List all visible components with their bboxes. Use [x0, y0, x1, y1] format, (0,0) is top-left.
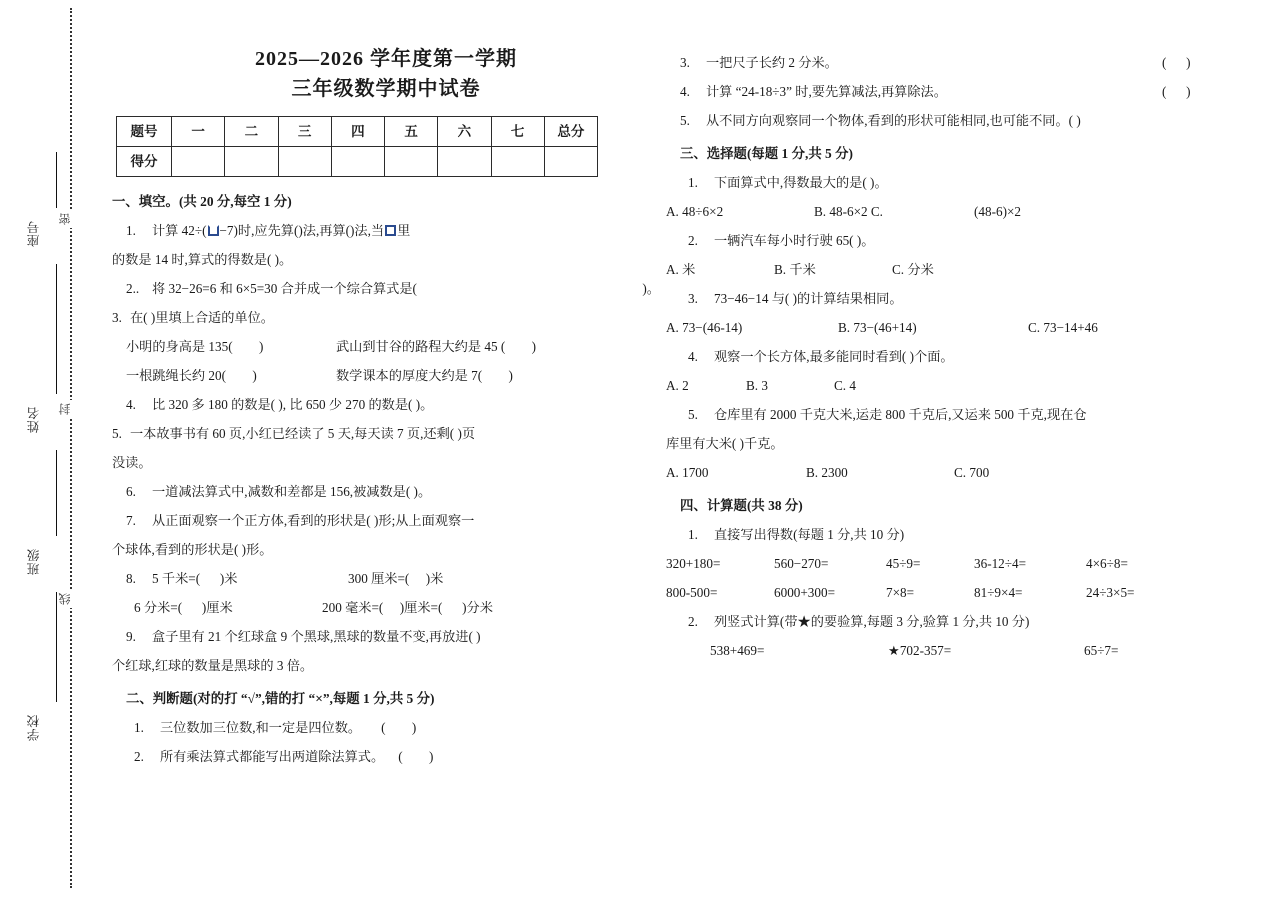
option-b[interactable]: B. 73−(46+14): [838, 320, 917, 335]
unit-conv-cm-m: 300 厘米=( )米: [348, 571, 444, 586]
unit-item-distance: 武山到甘谷的路程大约是 45 ( ): [336, 339, 537, 354]
question-5: [112, 419, 660, 448]
seal-char-xian: 线: [58, 590, 84, 608]
question-number: 4.: [680, 84, 690, 99]
question-text: 一辆汽车每小时行驶 65( )。: [714, 233, 875, 248]
option-a[interactable]: A. 1700: [666, 465, 709, 480]
score-cell[interactable]: [438, 147, 491, 177]
option-c[interactable]: C. 4: [834, 378, 856, 393]
calc-item[interactable]: 560−270=: [774, 556, 829, 571]
answer-blank[interactable]: ( ): [398, 749, 434, 764]
blue-box-icon: [208, 225, 219, 236]
option-a[interactable]: A. 2: [666, 378, 689, 393]
question-text: 一道减法算式中,减数和差都是 156,被减数是( )。: [152, 484, 432, 499]
calc-row-1: [666, 549, 1246, 578]
question-4: [112, 390, 660, 419]
margin-field-label-name: 姓名: [27, 406, 41, 434]
option-c[interactable]: C. 73−14+46: [1028, 320, 1098, 335]
page-title-line-1: 2025—2026 学年度第一学期: [255, 48, 517, 70]
unit-item-height: 小明的身高是 135( ): [126, 339, 264, 354]
option-c[interactable]: C. 700: [954, 465, 990, 480]
seal-margin: [0, 0, 96, 905]
question-text: 从正面观察一个正方体,看到的形状是( )形;从上面观察一: [152, 513, 475, 528]
margin-field-school: [22, 660, 72, 820]
field-rule: [56, 500, 57, 536]
question-text: 盒子里有 21 个红球盒 9 个黑球,黑球的数量不变,再放进( ): [152, 629, 481, 644]
mc-question-3-options: [666, 313, 1246, 342]
calc-item[interactable]: 6000+300=: [774, 585, 836, 600]
question-text: 比 320 多 180 的数是( ), 比 650 少 270 的数是( )。: [152, 397, 434, 412]
question-number: 2.: [688, 233, 698, 248]
option-b[interactable]: B. 2300: [806, 465, 848, 480]
tf-question-2: [112, 742, 660, 771]
question-text: 73−46−14 与( )的计算结果相同。: [714, 291, 903, 306]
question-number: 1.: [688, 527, 698, 542]
question-text: 三位数加三位数,和一定是四位数。: [160, 720, 362, 735]
question-text: 在( )里填上合适的单位。: [130, 310, 274, 325]
sub-heading-text: 列竖式计算(带★的要验算,每题 3 分,验算 1 分,共 10 分): [714, 614, 1030, 629]
section-heading-fill-blank: 一、填空。(共 20 分,每空 1 分): [112, 194, 292, 209]
mc-question-2: [666, 226, 1246, 255]
mc-question-1: [666, 168, 1246, 197]
question-text: )法,当: [350, 223, 385, 238]
question-number: 3.: [680, 55, 690, 70]
question-number: 1.: [126, 223, 136, 238]
calc-item[interactable]: 800-500=: [666, 585, 718, 600]
unit-item-book: 数学课本的厚度大约是 7( ): [336, 368, 513, 383]
option-c[interactable]: (48-6)×2: [974, 204, 1021, 219]
question-text: 计算 42÷(: [152, 223, 207, 238]
score-table-col-6: 六: [438, 117, 491, 147]
page-title-line-2: 三年级数学期中试卷: [291, 78, 481, 100]
question-number: 6.: [126, 484, 136, 499]
question-2: [112, 274, 660, 303]
question-text: )法,再算(: [298, 223, 351, 238]
sub-heading-text: 直接写出得数(每题 1 分,共 10 分): [714, 527, 905, 542]
question-number: 1.: [688, 175, 698, 190]
calc-item[interactable]: 36-12÷4=: [974, 556, 1027, 571]
margin-field-label-seat: 座号: [27, 220, 41, 248]
question-text: 计算 “24-18÷3” 时,要先算减法,再算除法。: [706, 84, 947, 99]
score-table-col-2: 二: [225, 117, 278, 147]
field-rule: [56, 660, 57, 702]
question-number: 8.: [126, 571, 136, 586]
question-3-units-row-2: [112, 361, 660, 390]
option-a[interactable]: A. 米: [666, 262, 696, 277]
vertical-calc-item[interactable]: 538+469=: [710, 643, 765, 658]
right-column: [666, 0, 1246, 665]
answer-blank[interactable]: ( ): [1162, 55, 1191, 70]
question-number: 9.: [126, 629, 136, 644]
question-text: 仓库里有 2000 千克大米,运走 800 千克后,又运来 500 千克,现在仓: [714, 407, 1087, 422]
question-number: 5.: [112, 426, 122, 441]
calc-sub-2-heading: [666, 607, 1246, 636]
mc-question-5-line-2: 库里有大米( )千克。: [666, 436, 784, 451]
option-a[interactable]: A. 73−(46-14): [666, 320, 743, 335]
question-1: [112, 216, 660, 245]
unit-conv-dm-cm: 6 分米=( )厘米: [134, 600, 233, 615]
question-7: [112, 506, 660, 535]
score-cell[interactable]: [172, 147, 225, 177]
question-number: 5.: [680, 113, 690, 128]
question-number: 1.: [134, 720, 144, 735]
question-6: [112, 477, 660, 506]
answer-blank[interactable]: ( ): [1162, 84, 1191, 99]
question-5-line-2: 没读。: [112, 455, 152, 470]
option-c[interactable]: C. 分米: [892, 262, 934, 277]
vertical-calc-item[interactable]: 65÷7=: [1084, 643, 1119, 658]
score-table-col-3: 三: [278, 117, 331, 147]
table-row: [117, 147, 598, 177]
question-text: −7)时,应先算(: [219, 223, 299, 238]
mc-question-2-options: [666, 255, 1246, 284]
question-3: [112, 303, 660, 332]
calc-item[interactable]: 45÷9=: [886, 556, 921, 571]
field-rule: [56, 152, 57, 208]
score-table-col-4: 四: [331, 117, 384, 147]
score-cell[interactable]: [385, 147, 438, 177]
question-3-units-row-1: [112, 332, 660, 361]
question-text: 里: [397, 223, 411, 238]
margin-field-label-class: 班级: [27, 548, 41, 576]
question-tail: )。: [642, 281, 660, 296]
calc-item[interactable]: 4×6÷8=: [1086, 556, 1128, 571]
seal-char-mi: 密: [58, 210, 84, 228]
score-table-col-1: 一: [172, 117, 225, 147]
question-9-line-2: 个红球,红球的数量是黑球的 3 倍。: [112, 658, 314, 673]
question-text: 一把尺子长约 2 分米。: [706, 55, 838, 70]
mc-question-5: [666, 400, 1246, 429]
question-number: 2.: [688, 614, 698, 629]
section-heading-true-false: 二、判断题(对的打 “√”,错的打 “×”,每题 1 分,共 5 分): [126, 691, 435, 706]
score-cell[interactable]: [491, 147, 544, 177]
question-text: 所有乘法算式都能写出两道除法算式。: [160, 749, 385, 764]
calc-item[interactable]: 24÷3×5=: [1086, 585, 1135, 600]
score-table-col-total: 总分: [544, 117, 597, 147]
question-7-line-2: 个球体,看到的形状是( )形。: [112, 542, 273, 557]
score-table: [116, 116, 598, 177]
question-8: [112, 564, 660, 593]
calc-sub-1-heading: [666, 520, 1246, 549]
vertical-calc-row: [666, 636, 1246, 665]
tf-question-3: [666, 48, 1246, 77]
unit-conv-km-m: 5 千米=( )米: [152, 571, 238, 586]
mc-question-4-options: [666, 371, 1246, 400]
question-text: 一本故事书有 60 页,小红已经读了 5 天,每天读 7 页,还剩( )页: [130, 426, 476, 441]
calc-row-2: [666, 578, 1246, 607]
blue-box-icon: [385, 225, 396, 236]
option-b[interactable]: B. 千米: [774, 262, 816, 277]
question-number: 4.: [126, 397, 136, 412]
question-number: 5.: [688, 407, 698, 422]
field-rule: [56, 264, 57, 342]
tf-question-4: [666, 77, 1246, 106]
score-cell[interactable]: [331, 147, 384, 177]
score-cell[interactable]: [225, 147, 278, 177]
option-b[interactable]: B. 48-6×2 C.: [814, 204, 883, 219]
question-number: 4.: [688, 349, 698, 364]
option-b[interactable]: B. 3: [746, 378, 768, 393]
score-table-row-label: 题号: [117, 117, 172, 147]
tf-question-1: [112, 713, 660, 742]
vertical-calc-item[interactable]: ★702-357=: [888, 643, 952, 658]
mc-question-3: [666, 284, 1246, 313]
question-1-line-2: 的数是 14 时,算式的得数是( )。: [112, 252, 293, 267]
question-text: 从不同方向观察同一个物体,看到的形状可能相同,也可能不同。( ): [706, 113, 1081, 128]
mc-question-5-options: [666, 458, 1246, 487]
score-cell[interactable]: [544, 147, 597, 177]
question-text: 下面算式中,得数最大的是( )。: [714, 175, 888, 190]
score-table-col-5: 五: [385, 117, 438, 147]
score-table-row-label: 得分: [117, 147, 172, 177]
mc-question-1-options: [666, 197, 1246, 226]
question-8-line-2: [112, 593, 660, 622]
field-rule: [56, 342, 57, 394]
section-heading-calculation: 四、计算题(共 38 分): [680, 498, 803, 513]
question-number: 7.: [126, 513, 136, 528]
question-number: 3.: [688, 291, 698, 306]
calc-item[interactable]: 81÷9×4=: [974, 585, 1023, 600]
question-number: 2.: [134, 749, 144, 764]
margin-field-seat: [22, 152, 72, 342]
tf-question-5: [666, 106, 1246, 135]
seal-char-feng: 封: [58, 400, 84, 418]
unit-item-rope: 一根跳绳长约 20( ): [126, 368, 257, 383]
option-a[interactable]: A. 48÷6×2: [666, 204, 724, 219]
left-column: [112, 0, 660, 771]
score-cell[interactable]: [278, 147, 331, 177]
table-row: [117, 117, 598, 147]
question-text: 观察一个长方体,最多能同时看到( )个面。: [714, 349, 954, 364]
exam-sheet: [96, 0, 1280, 905]
mc-question-4: [666, 342, 1246, 371]
answer-blank[interactable]: ( ): [381, 720, 417, 735]
section-heading-multiple-choice: 三、选择题(每题 1 分,共 5 分): [680, 146, 853, 161]
question-9: [112, 622, 660, 651]
margin-field-label-school: 学校: [27, 714, 41, 742]
question-number: 3.: [112, 310, 122, 325]
calc-item[interactable]: 320+180=: [666, 556, 721, 571]
calc-item[interactable]: 7×8=: [886, 585, 915, 600]
question-text: 将 32−26=6 和 6×5=30 合并成一个综合算式是(: [152, 281, 417, 296]
score-table-col-7: 七: [491, 117, 544, 147]
question-number: 2..: [126, 281, 140, 296]
unit-conv-mm-cm-dm: 200 毫米=( )厘米=( )分米: [322, 600, 493, 615]
